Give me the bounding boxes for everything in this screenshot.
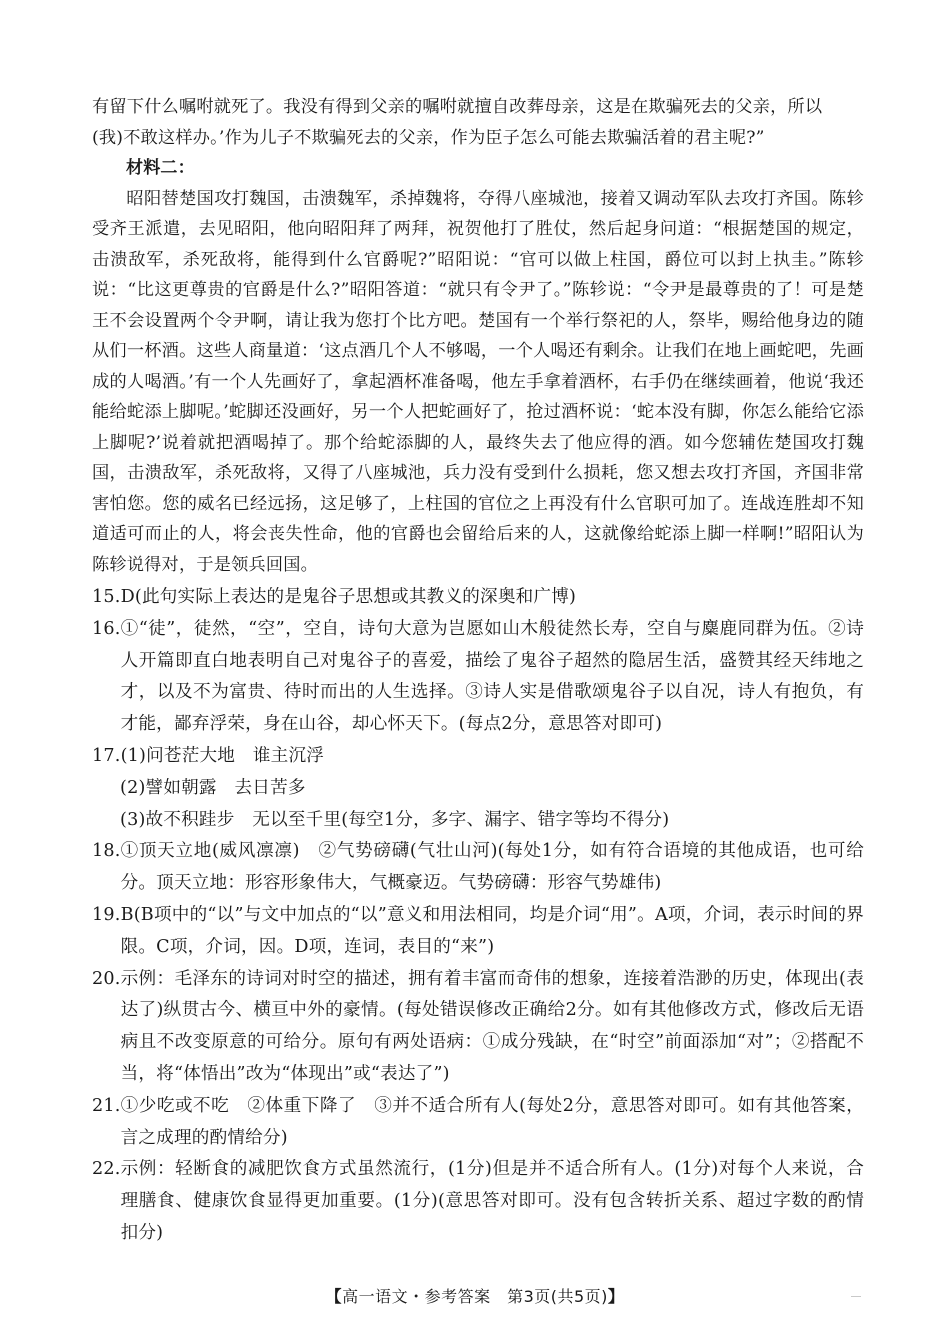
scan-mark <box>851 1296 861 1297</box>
answer-17-line2: (2)譬如朝露 去日苦多 <box>120 777 306 798</box>
answer-text: ①“徒”，徒然，“空”，空自，诗句大意为岂愿如山木般徒然长寿，空自与麋鹿同群为伍。②诗人开篇即直白地表明自己对鬼谷子的喜爱，描绘了鬼谷子超然的隐居生活，盛赞其经天纬地之才，以及不为富贵、待时而出的人生选择。③诗人实是借歌颂鬼谷子以自况，诗人有抱负，有才能，鄙弃浮荣，身在山谷，却心怀天下。(每点2分，意思答对即可) <box>120 618 864 735</box>
answer-text: (1)问苍茫大地 谁主沉浮 <box>120 745 325 766</box>
question-number: 19. <box>92 904 121 925</box>
answer-17-line3: (3)故不积跬步 无以至千里(每空1分，多字、漏字、错字等均不得分) <box>120 809 670 830</box>
footer-text: 高一语文・参考答案 第3页(共5页) <box>342 1287 608 1306</box>
footer-left-bracket: 【 <box>325 1287 343 1306</box>
question-number: 16. <box>92 618 121 639</box>
material2-paragraph: 昭阳替楚国攻打魏国，击溃魏军，杀掉魏将，夺得八座城池，接着又调动军队去攻打齐国。陈轸受齐王派遣，去见昭阳，他向昭阳拜了两拜，祝贺他打了胜仗，然后起身问道：“根据楚国的规定，击溃敌军，杀死敌将，能得到什么官爵呢?”昭阳说：“官可以做上柱国，爵位可以封上执圭。”陈轸说：“比这更尊贵的官爵是什么?”昭阳答道：“就只有令尹了。”陈轸说：“令尹是最尊贵的了！可是楚王不会设置两个令尹啊，请让我为您打个比方吧。楚国有一个举行祭祀的人，祭毕，赐给他身边的随从们一杯酒。这些人商量道：‘这点酒几个人不够喝，一个人喝还有剩余。让我们在地上画蛇吧，先画成的人喝酒。’有一个人先画好了，拿起酒杯准备喝，他左手拿着酒杯，右手仍在继续画着，他说‘我还能给蛇添上脚呢。’蛇脚还没画好，另一个人把蛇画好了，抢过酒杯说：‘蛇本没有脚，你怎么能给它添上脚呢?’说着就把酒喝掉了。那个给蛇添脚的人，最终失去了他应得的酒。如今您辅佐楚国攻打魏国，击溃敌军，杀死敌将，又得了八座城池，兵力没有受到什么损耗，您又想去攻打齐国，齐国非常害怕您。您的威名已经远扬，这足够了，上柱国的官位之上再没有什么官职可加了。连战连胜却不知道适可而止的人，将会丧失性命，他的官爵也会留给后来的人，这就像给蛇添上脚一样啊!”昭阳认为陈轸说得对，于是领兵回国。 <box>92 188 864 575</box>
answer-22 <box>92 1154 864 1249</box>
answer-text: 示例：毛泽东的诗词对时空的描述，拥有着丰富而奇伟的想象，连接着浩渺的历史，体现出(表达了)纵贯古今、横亘中外的豪情。(每处错误修改正确给2分。如有其他修改方式，修改后无语病且不改变原意的可给分。原句有两处语病：①成分残缺，在“时空”前面添加“对”；②搭配不当，将“体悟出”改为“体现出”或“表达了”) <box>120 968 864 1084</box>
answer-15 <box>92 582 864 614</box>
answer-text: 示例：轻断食的减肥饮食方式虽然流行，(1分)但是并不适合所有人。(1分)对每个人来说，合理膳食、健康饮食显得更加重要。(1分)(意思答对即可。没有包含转折关系、超过字数的酌情扣分) <box>120 1159 864 1243</box>
answer-20 <box>92 964 864 1091</box>
question-number: 15. <box>92 587 121 607</box>
question-number: 18. <box>92 841 121 862</box>
answer-text: ①顶天立地(威风凛凛) ②气势磅礴(气壮山河)(每处1分，如有符合语境的其他成语，也可给分。顶天立地：形容形象伟大，气概豪迈。气势磅礴：形容气势雄伟) <box>120 841 864 894</box>
answer-21 <box>92 1091 864 1155</box>
question-number: 21. <box>92 1095 121 1116</box>
answer-text: D(此句实际上表达的是鬼谷子思想或其教义的深奥和广博) <box>120 587 577 607</box>
answer-17 <box>92 741 864 773</box>
material1-line2: (我)不敢这样办。’作为儿子不欺骗死去的父亲，作为臣子怎么可能去欺骗活着的君主呢?” <box>92 127 765 148</box>
answer-text: B(B项中的“以”与文中加点的“以”意义和用法相同，均是介词“用”。A项，介词，表示时间的界限。C项，介词，因。D项，连词，表目的“来”) <box>120 904 864 957</box>
question-number: 20. <box>92 968 121 989</box>
question-number: 22. <box>92 1159 121 1180</box>
answer-list <box>92 582 864 1250</box>
answer-19 <box>92 900 864 964</box>
answer-text: ①少吃或不吃 ②体重下降了 ③并不适合所有人(每处2分，意思答对即可。如有其他答案，言之成理的酌情给分) <box>120 1095 864 1148</box>
material1-line1: 有留下什么嘱咐就死了。我没有得到父亲的嘱咐就擅自改葬母亲，这是在欺骗死去的父亲，所以 <box>92 97 823 117</box>
question-number: 17. <box>92 745 121 766</box>
answer-16 <box>92 614 864 741</box>
page-content <box>92 92 864 1250</box>
footer-right-bracket: 】 <box>607 1287 625 1306</box>
material2-heading: 材料二： <box>126 158 195 178</box>
answer-18 <box>92 836 864 900</box>
page-footer <box>0 1284 950 1307</box>
